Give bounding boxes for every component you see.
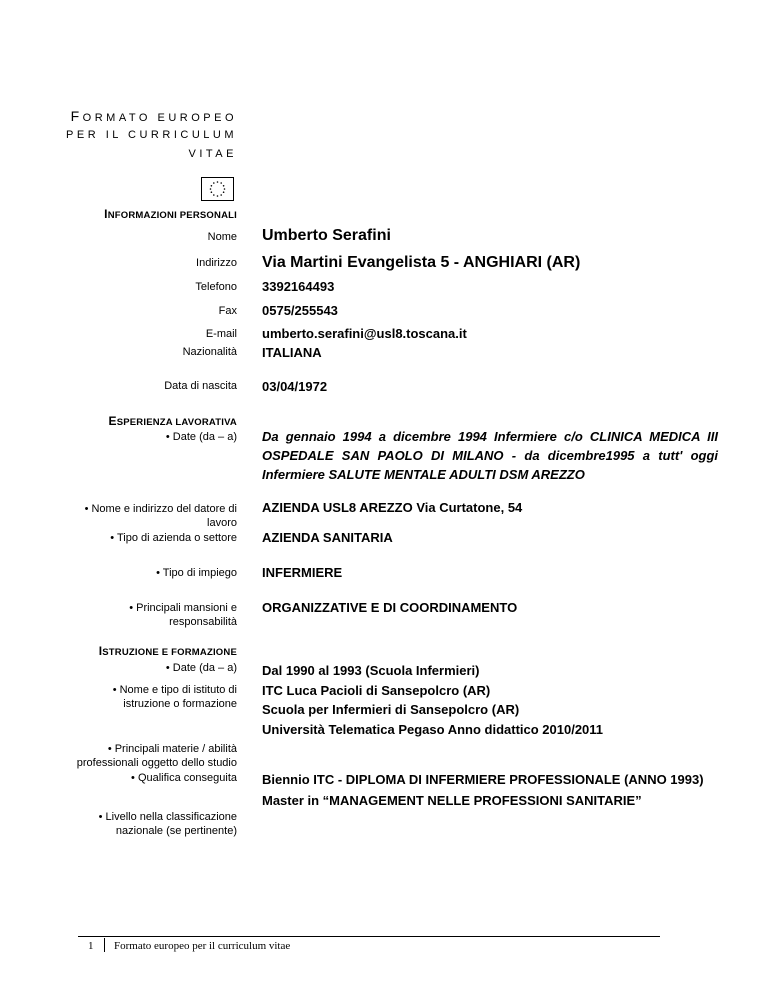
address-label: Indirizzo — [196, 257, 237, 269]
work-dates-value: Da gennaio 1994 a dicembre 1994 Infermiere c/o CLINICA MEDICA III OSPEDALE SAN PAOLO DI MILANO - da dicembre1995 a tutt' oggi Infermiere SALUTE MENTALE ADULTI DSM AREZZO — [262, 429, 718, 482]
section-education: ISTRUZIONE E FORMAZIONE — [98, 644, 237, 658]
nationality-label: Nazionalità — [182, 346, 237, 358]
sector-value: AZIENDA SANITARIA — [262, 530, 393, 545]
education-item-3: Scuola per Infermieri di Sansepolcro (AR) — [262, 702, 520, 717]
sector-label: • Tipo di azienda o settore — [110, 532, 237, 544]
address-value: Via Martini Evangelista 5 - ANGHIARI (AR) — [262, 254, 581, 271]
level-label-line1: • Livello nella classificazione — [98, 811, 237, 823]
job-type-value: INFERMIERE — [262, 565, 343, 580]
section-work-experience: ESPERIENZA LAVORATIVA — [108, 414, 237, 428]
phone-value: 3392164493 — [262, 279, 335, 294]
education-dates-label: • Date (da – a) — [165, 662, 237, 674]
education-item-2: ITC Luca Pacioli di Sansepolcro (AR) — [262, 683, 491, 698]
institute-label-line2: istruzione o formazione — [123, 698, 237, 710]
employer-label-line1: • Nome e indirizzo del datore di — [84, 503, 237, 515]
education-item-4: Università Telematica Pegaso Anno didattico 2010/2011 — [262, 722, 604, 737]
eu-flag-logo — [201, 177, 234, 201]
cv-header-line3: VITAE — [188, 148, 237, 160]
work-dates-label: • Date (da – a) — [165, 431, 237, 443]
qualification-label: • Qualifica conseguita — [131, 772, 237, 784]
duties-label-line2: responsabilità — [169, 616, 237, 628]
email-value[interactable]: umberto.serafini@usl8.toscana.it — [262, 326, 467, 341]
education-item-1: Dal 1990 al 1993 (Scuola Infermieri) — [262, 663, 480, 678]
email-label: E-mail — [205, 328, 237, 340]
subjects-label-line2: professionali oggetto dello studio — [76, 757, 237, 769]
name-value: Umberto Serafini — [262, 227, 391, 244]
duties-label-line1: • Principali mansioni e — [129, 602, 237, 614]
nationality-value: ITALIANA — [262, 345, 322, 360]
birth-date-value: 03/04/1972 — [262, 379, 328, 394]
name-label: Nome — [207, 231, 237, 243]
job-type-label: • Tipo di impiego — [156, 567, 237, 579]
qualification-value-2: Master in “MANAGEMENT NELLE PROFESSIONI SANITARIE” — [262, 793, 642, 808]
employer-value: AZIENDA USL8 AREZZO Via Curtatone, 54 — [262, 500, 523, 515]
institute-label-line1: • Nome e tipo di istituto di — [112, 684, 237, 696]
section-personal-info: INFORMAZIONI PERSONALI — [104, 207, 237, 221]
cv-header-line2: PER IL CURRICULUM — [66, 129, 237, 141]
footer-rule — [78, 936, 660, 937]
footer-text: Formato europeo per il curriculum vitae — [114, 940, 291, 952]
footer-separator — [104, 938, 105, 952]
footer-page-number: 1 — [88, 940, 94, 952]
fax-label: Fax — [218, 305, 237, 317]
qualification-value-1: Biennio ITC - DIPLOMA DI INFERMIERE PROFESSIONALE (ANNO 1993) — [262, 772, 704, 787]
subjects-label-line1: • Principali materie / abilità — [107, 743, 237, 755]
employer-label-line2: lavoro — [207, 517, 237, 529]
cv-header-line1: FORMATO EUROPEO — [70, 108, 237, 124]
phone-label: Telefono — [195, 281, 237, 293]
fax-value: 0575/255543 — [262, 303, 338, 318]
duties-value: ORGANIZZATIVE E DI COORDINAMENTO — [262, 600, 518, 615]
level-label-line2: nazionale (se pertinente) — [115, 825, 237, 837]
birth-date-label: Data di nascita — [164, 380, 237, 392]
